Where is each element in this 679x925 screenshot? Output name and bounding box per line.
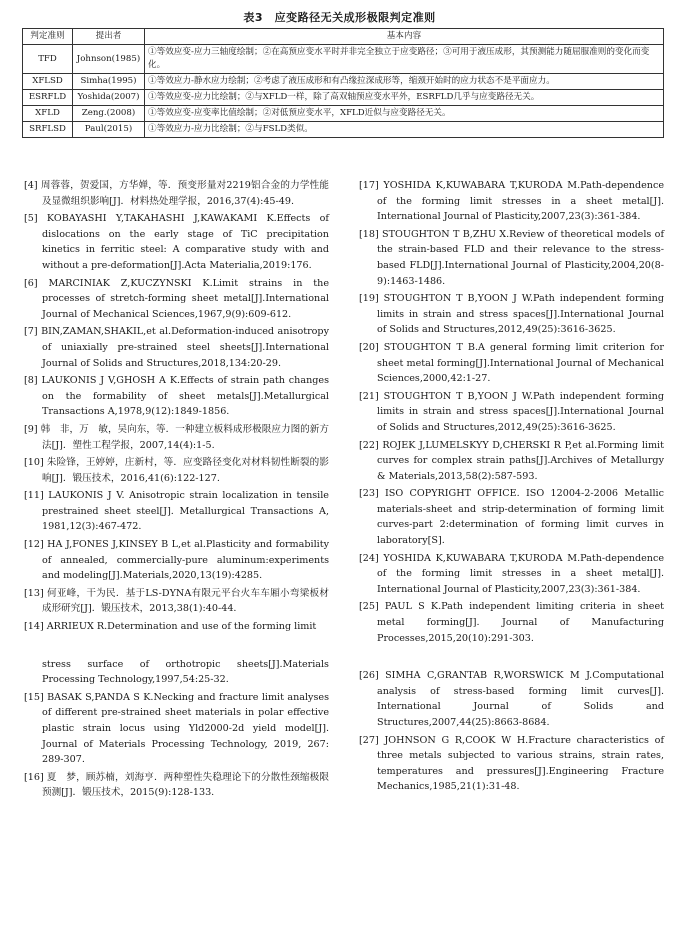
reference-item: [19] STOUGHTON T B,YOON J W.Path independent forming limits in strain and stress spaces[J].International Journal of Solids and Structures,2012,49(25):3616-3625. bbox=[359, 293, 664, 336]
reference-item: [11] LAUKONIS J V. Anisotropic strain localization in tensile prestrained sheet steel[J]. Metallurgical Transactions A, 1981,12(3):467-472. bbox=[24, 490, 329, 533]
criterion-cell: SRFLSD bbox=[23, 122, 73, 138]
criterion-cell: XFLSD bbox=[23, 74, 73, 90]
reference-item: [21] STOUGHTON T B,YOON J W.Path independent forming limits in strain and stress spaces[J].International Journal of Solids and Structures,2012,49(25):3616-3625. bbox=[359, 390, 664, 433]
author-cell: Simha(1995) bbox=[73, 74, 145, 90]
reference-item: [25] PAUL S K.Path independent limiting criteria in sheet metal forming[J]. Journal of Manufacturing Processes,2015,20(10):291-303. bbox=[359, 601, 664, 644]
reference-item: [7] BIN,ZAMAN,SHAKIL,et al.Deformation-induced anisotropy of uniaxially pre-strained steel sheets[J].International Journal of Solids and Structures,2018,134:20-29. bbox=[24, 326, 329, 369]
reference-item: [5] KOBAYASHI Y,TAKAHASHI J,KAWAKAMI K.Effects of dislocations on the early stage of TiC precipitation kinetics in ferritic steel: A comparative study with and without a pre-deformation[J].Acta Materialia,2019:176. bbox=[24, 213, 329, 271]
reference-item: [14] ARRIEUX R.Determination and use of the forming limit bbox=[24, 621, 317, 633]
table-row bbox=[23, 106, 664, 122]
criteria-table bbox=[22, 28, 664, 138]
reference-item: [12] HA J,FONES J,KINSEY B L,et al.Plasticity and formability of annealed, commercially-pure aluminum:experiments and modeling[J].Materials,2020,13(19):4285. bbox=[24, 539, 329, 582]
criterion-cell: TFD bbox=[23, 45, 73, 74]
header-author: 提出者 bbox=[73, 29, 145, 45]
reference-item: [9] 韩 非，万 敏，吴向东，等．一种建立板料成形极限应力图的新方法[J]．塑性工程学报，2007,14(4):1-5. bbox=[24, 423, 329, 451]
table-row bbox=[23, 90, 664, 106]
reference-item: [10] 朱险锋，王婷婷，庄新村，等．应变路径变化对材料韧性断裂的影响[J]．锻压技术，2016,41(6):122-127. bbox=[24, 457, 329, 484]
reference-item: [6] MARCINIAK Z,KUCZYNSKI K.Limit strains in the processes of stretch-forming sheet metal[J].International Journal of Mechanical Sciences,1967,9(9):609-612. bbox=[24, 277, 329, 320]
content-cell: ①等效应变-应力三轴度绘制；②在高预应变水平时并非完全独立于应变路径；③可用于液压成形，其预测能力随屈服准则的变化而变化。 bbox=[145, 45, 664, 74]
reference-item-continuation: stress surface of orthotropic sheets[J].Materials Processing Technology,1997,54:25-32. bbox=[42, 658, 329, 686]
reference-item: [13] 何亚峰，干为民．基于LS-DYNA有限元平台火车车厢小弯梁板材成形研究[J]．锻压技术，2013,38(1):40-44. bbox=[24, 587, 329, 615]
reference-item: [16] 夏 梦，顾苏楠，刘海亨．两种塑性失稳理论下的分散性颈缩极限预测[J]．锻压技术，2015(9):128-133. bbox=[24, 771, 329, 799]
reference-item: [4] 周蓉蓉，贺爱国，方华婵，等．预变形量对2219铝合金的力学性能及显微组织影响[J]．材料热处理学报，2016,37(4):45-49. bbox=[24, 180, 329, 207]
references-left-column bbox=[24, 178, 329, 803]
reference-item: [18] STOUGHTON T B,ZHU X.Review of theoretical models of the strain-based FLD and their relevance to the stress-based FLD[J].International Journal of Plasticity,2004,20(8-9):1463-1486. bbox=[359, 228, 664, 287]
header-criterion: 判定准则 bbox=[23, 29, 73, 45]
reference-item: [22] ROJEK J,LUMELSKYY D,CHERSKI R P,et al.Forming limit curves for complex strain paths[J].Archives of Metallurgy & Materials,2013,58(2):587-593. bbox=[359, 439, 664, 482]
table-header-row bbox=[23, 29, 664, 45]
references-right-column bbox=[359, 178, 664, 797]
author-cell: Yoshida(2007) bbox=[73, 90, 145, 106]
table-caption: 表3 应变路径无关成形极限判定准则 bbox=[243, 11, 436, 24]
table-row bbox=[23, 122, 664, 138]
author-cell: Zeng.(2008) bbox=[73, 106, 145, 122]
content-cell: ①等效应变-应力比绘制；②与XFLD一样，除了高双轴预应变水平外，ESRFLD几乎与应变路径无关。 bbox=[145, 90, 664, 106]
criterion-cell: ESRFLD bbox=[23, 90, 73, 106]
reference-item: [23] ISO COPYRIGHT OFFICE. ISO 12004-2-2006 Metallic materials-sheet and strip-determination of forming limit curves-part 2:determination of forming limit curves in laboratory[S]. bbox=[359, 488, 664, 547]
reference-item: [24] YOSHIDA K,KUWABARA T,KURODA M.Path-dependence of the forming limit stresses in a sheet metal[J]. International Journal of Plasticity,2007,23(3):361-384. bbox=[359, 552, 664, 595]
content-cell: ①等效应变-应变率比值绘制；②对低预应变水平，XFLD近似与应变路径无关。 bbox=[145, 106, 664, 122]
reference-item: [8] LAUKONIS J V,GHOSH A K.Effects of strain path changes on the formability of sheet metals[J].Metallurgical Transactions A,1978,9(12):1849-1856. bbox=[24, 375, 329, 418]
reference-item: [15] BASAK S,PANDA S K.Necking and fracture limit analyses of different pre-strained sheet materials in polar effective plastic strain locus using Yld2000-2d yield model[J]. Journal of Materials Processing Technology, 2019, 267: 289-307. bbox=[24, 691, 329, 766]
header-content: 基本内容 bbox=[145, 29, 664, 45]
table-row bbox=[23, 45, 664, 74]
author-cell: Paul(2015) bbox=[73, 122, 145, 138]
content-cell: ①等效应力-静水应力绘制；②考虑了液压成形和有凸缘拉深成形等，缩颈开始时的应力状态不是平面应力。 bbox=[145, 74, 664, 90]
author-cell: Johnson(1985) bbox=[73, 45, 145, 74]
content-cell: ①等效应力-应力比绘制；②与FSLD类似。 bbox=[145, 122, 664, 138]
reference-item: [26] SIMHA C,GRANTAB R,WORSWICK M J.Computational analysis of stress-based forming limit curves[J]. International Journal of Solids and Structures,2007,44(25):8663-8684. bbox=[359, 670, 664, 728]
reference-item: [20] STOUGHTON T B.A general forming limit criterion for sheet metal forming[J].International Journal of Mechanical Sciences,2000,42:1-27. bbox=[359, 341, 664, 385]
criterion-cell: XFLD bbox=[23, 106, 73, 122]
reference-item: [17] YOSHIDA K,KUWABARA T,KURODA M.Path-dependence of the forming limit stresses in a sheet metal[J]. International Journal of Plasticity,2007,23(3):361-384. bbox=[359, 180, 664, 223]
reference-item: [27] JOHNSON G R,COOK W H.Fracture characteristics of three metals subjected to various strains, strain rates, temperatures and pressures[J].Engineering Fracture Mechanics,1985,21(1):31-48. bbox=[359, 734, 664, 793]
table-row bbox=[23, 74, 664, 90]
